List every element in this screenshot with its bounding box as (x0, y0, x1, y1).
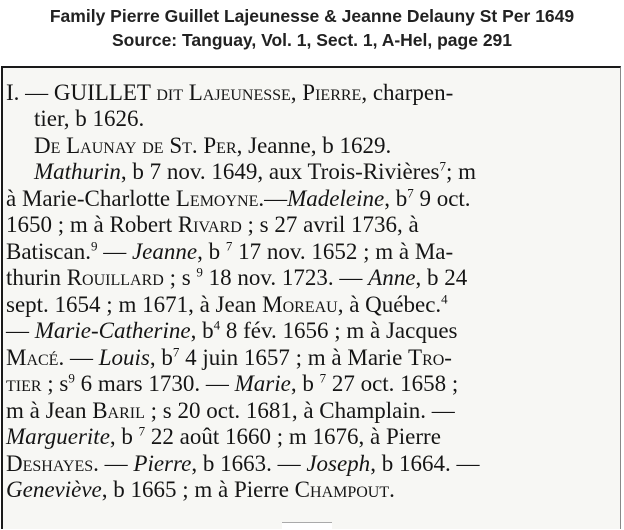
ref-superscript: 7 (172, 344, 180, 360)
ref-superscript: 9 (68, 370, 75, 386)
caption-title: Family Pierre Guillet Lajeunesse & Jeanne Delauny St Per 1649 (49, 6, 575, 26)
child-name: Anne (368, 265, 416, 290)
entry-line-5 (6, 186, 471, 212)
spouse-surname: De Launay de St. Per (34, 133, 237, 158)
child-name: Jeanne (131, 239, 198, 264)
child-details: , b 1664. — (370, 451, 480, 476)
ref-superscript: 7 (319, 370, 327, 386)
child-details: ; s (163, 265, 197, 290)
spouse-surname: Tro- (408, 345, 452, 370)
spouse-details: , Jeanne, b 1629. (236, 133, 392, 158)
separator: .— (258, 186, 288, 211)
image-caption (0, 4, 624, 52)
spouse-surname: Deshayes (6, 451, 94, 476)
child-details: 1650 ; m à Robert (6, 212, 178, 237)
entry-line-1 (6, 80, 453, 106)
child-details: à Marie-Charlotte (6, 186, 176, 211)
birth-info: tier, b 1626. (34, 106, 145, 131)
child-name: Marie (234, 371, 291, 396)
child-details: , b (190, 318, 214, 343)
child-details: , b 1663. — (191, 451, 307, 476)
child-details: ; s 27 avril 1736, à (241, 212, 419, 237)
child-details: ; s (41, 371, 69, 396)
occupation: , charpen- (361, 80, 454, 105)
separator: . — (58, 345, 99, 370)
child-details: ; m (446, 159, 477, 184)
child-details: , b (290, 371, 320, 396)
separator: — (6, 318, 35, 343)
child-name: Marguerite (6, 424, 110, 449)
entry-line-11 (6, 345, 452, 371)
spouse-surname: Moreau (262, 292, 338, 317)
child-details: thurin (6, 265, 67, 290)
entry-line-7 (6, 239, 453, 265)
child-details: 8 fév. 1656 ; m à Jacques (220, 318, 458, 343)
entry-line-12 (6, 371, 458, 397)
child-name: Geneviève (6, 477, 102, 502)
entry-line-13 (6, 398, 455, 424)
spouse-surname: Rouillard (66, 265, 164, 290)
entry-line-6 (6, 212, 419, 238)
child-details: 9 oct. (413, 186, 471, 211)
child-details: , b (384, 186, 408, 211)
entry-line-9 (6, 292, 448, 318)
child-details: 22 août 1660 ; m 1676, à Pierre (145, 424, 441, 449)
ref-superscript: 9 (196, 264, 203, 280)
ref-superscript: 7 (407, 185, 414, 201)
ref-superscript: 4 (441, 291, 448, 307)
spouse-surname: Baril (92, 398, 145, 423)
ref-superscript: 7 (439, 158, 446, 174)
caption-source: Source: Tanguay, Vol. 1, Sect. 1, A-Hel, page 291 (111, 30, 513, 50)
entry-line-8 (6, 265, 467, 291)
child-name: Joseph (306, 451, 371, 476)
spouse-surname: Macé (6, 345, 59, 370)
child-details: 17 nov. 1652 ; m à Ma- (232, 239, 454, 264)
ref-superscript: 9 (90, 238, 98, 254)
child-name: Louis (98, 345, 150, 370)
child-details: , b (197, 239, 226, 264)
child-details: , b (149, 345, 173, 370)
separator: . (389, 477, 395, 502)
ref-superscript: 7 (138, 423, 146, 439)
child-details: , b 7 nov. 1649, aux Trois-Rivières (120, 159, 440, 184)
entry-number-surname: I. — GUILLET (6, 80, 157, 105)
dit-name: dit Lajeunesse (156, 80, 291, 105)
entry-line-16 (6, 477, 395, 503)
child-details: m à Jean (6, 398, 93, 423)
child-details: 6 mars 1730. — (74, 371, 235, 396)
child-details: 4 juin 1657 ; m à Marie (179, 345, 409, 370)
child-details: ; s 20 oct. 1681, à Champlain. — (144, 398, 455, 423)
child-name: Pierre (133, 451, 192, 476)
spouse-surname: Rivard (177, 212, 242, 237)
place: Batiscan. (6, 239, 91, 264)
entry-line-14 (6, 424, 441, 450)
separator: — (97, 239, 132, 264)
child-details: , b (109, 424, 139, 449)
entry-line-4 (34, 159, 476, 185)
entry-line-15 (6, 451, 479, 477)
ref-superscript: 4 (213, 317, 221, 333)
given-name: , Pierre (290, 80, 362, 105)
place: , à Québec. (337, 292, 442, 317)
child-name: Marie-Catherine (34, 318, 191, 343)
entry-line-3 (34, 133, 391, 159)
separator: . — (93, 451, 134, 476)
child-details: , b 1665 ; m à Pierre (101, 477, 295, 502)
child-details: 18 nov. 1723. — (202, 265, 369, 290)
child-details: sept. 1654 ; m 1671, à Jean (6, 292, 263, 317)
child-name: Mathurin (34, 159, 121, 184)
entry-line-10 (6, 318, 458, 344)
ref-superscript: 7 (225, 238, 233, 254)
child-name: Madeleine (287, 186, 385, 211)
child-details: , b 24 (415, 265, 468, 290)
spouse-surname: tier (6, 371, 42, 396)
child-details: 27 oct. 1658 ; (326, 371, 459, 396)
spouse-surname: Champout (294, 477, 390, 502)
entry-line-2 (34, 106, 144, 132)
spouse-surname: Lemoyne (175, 186, 259, 211)
